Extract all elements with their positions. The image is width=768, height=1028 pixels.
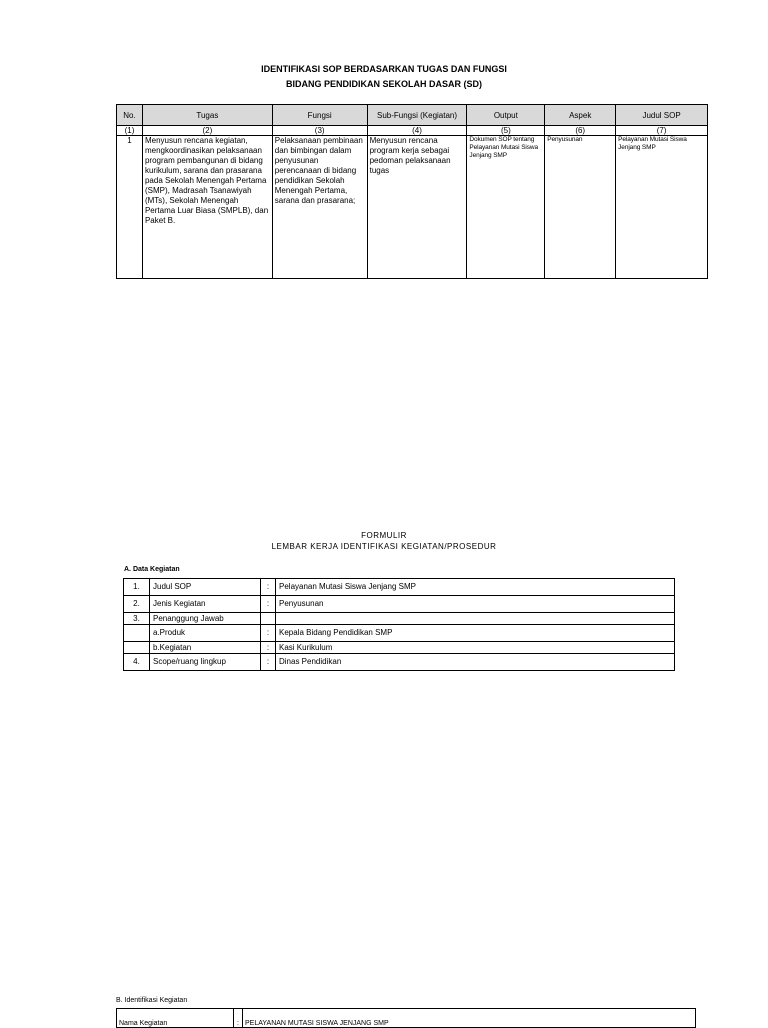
header-tugas: Tugas [142, 105, 272, 126]
table-row [124, 596, 675, 613]
row-label: Scope/ruang lingkup [150, 654, 261, 671]
colon-separator: : [234, 1009, 243, 1028]
row-output: Dokumen SOP tentang Pelayanan Mutasi Siswa Jenjang SMP [467, 136, 545, 279]
header-no: No. [117, 105, 143, 126]
row-number: 4. [124, 654, 150, 671]
col-number: (3) [272, 126, 367, 136]
row-judul-sop: Pelayanan Mutasi Siswa Jenjang SMP [616, 136, 708, 279]
col-number: (2) [142, 126, 272, 136]
row-value: Dinas Pendidikan [276, 654, 675, 671]
form-title: FORMULIR [361, 531, 407, 540]
row-number: 3. [124, 613, 150, 625]
document-title: IDENTIFIKASI SOP BERDASARKAN TUGAS DAN FUNGSI [261, 64, 507, 74]
header-fungsi: Fungsi [272, 105, 367, 126]
sop-identification-table [116, 104, 708, 279]
document-subtitle: BIDANG PENDIDIKAN SEKOLAH DASAR (SD) [285, 79, 482, 89]
row-value: Kasi Kurikulum [276, 642, 675, 654]
colon-separator: : [261, 642, 276, 654]
header-judul-sop: Judul SOP [616, 105, 708, 126]
column-number-row [117, 126, 708, 136]
col-number: (6) [545, 126, 616, 136]
colon-separator [261, 613, 276, 625]
table-row [124, 579, 675, 596]
header-output: Output [467, 105, 545, 126]
colon-separator: : [261, 579, 276, 596]
row-value: Kepala Bidang Pendidikan SMP [276, 625, 675, 642]
row-label: Judul SOP [150, 579, 261, 596]
row-value: Penyusunan [276, 596, 675, 613]
row-no: 1 [117, 136, 143, 279]
row-tugas: Menyusun rencana kegiatan, mengkoordinasikan pelaksanaan program pembangunan di bidang kurikulum, sarana dan prasarana pada Sekolah Menengah Pertama (SMP), Madrasah Tsanawiyah (MTs), Sekolah Menengah Pertama Luar Biasa (SMPLB), dan Paket B. [142, 136, 272, 279]
form-subtitle: LEMBAR KERJA IDENTIFIKASI KEGIATAN/PROSEDUR [271, 542, 497, 551]
row-number [124, 625, 150, 642]
data-kegiatan-table [123, 578, 675, 671]
row-fungsi: Pelaksanaan pembinaan dan bimbingan dalam penyusunan perencanaan di bidang pendidikan Sekolah Menengah Pertama, sarana dan prasarana; [272, 136, 367, 279]
row-aspek: Penyusunan [545, 136, 616, 279]
table-row [117, 1009, 696, 1028]
header-aspek: Aspek [545, 105, 616, 126]
row-label: Nama Kegiatan [117, 1009, 234, 1028]
row-value: PELAYANAN MUTASI SISWA JENJANG SMP [243, 1009, 696, 1028]
row-value: Pelayanan Mutasi Siswa Jenjang SMP [276, 579, 675, 596]
col-number: (4) [367, 126, 467, 136]
table-row [124, 642, 675, 654]
table-header-row [117, 105, 708, 126]
section-b-title: B. Identifikasi Kegiatan [116, 997, 188, 1004]
row-label: Penanggung Jawab [150, 613, 261, 625]
row-label: Jenis Kegiatan [150, 596, 261, 613]
col-number: (5) [467, 126, 545, 136]
section-a-title: A. Data Kegiatan [124, 566, 180, 573]
row-number: 2. [124, 596, 150, 613]
row-sub-fungsi: Menyusun rencana program kerja sebagai pedoman pelaksanaan tugas [367, 136, 467, 279]
table-row [124, 613, 675, 625]
col-number: (1) [117, 126, 143, 136]
header-sub-fungsi: Sub-Fungsi (Kegiatan) [367, 105, 467, 126]
table-row [124, 625, 675, 642]
row-label: a.Produk [150, 625, 261, 642]
colon-separator: : [261, 625, 276, 642]
table-row [117, 136, 708, 279]
col-number: (7) [616, 126, 708, 136]
row-value [276, 613, 675, 625]
colon-separator: : [261, 596, 276, 613]
row-label: b.Kegiatan [150, 642, 261, 654]
table-row [124, 654, 675, 671]
colon-separator: : [261, 654, 276, 671]
row-number: 1. [124, 579, 150, 596]
identifikasi-kegiatan-table [116, 1008, 696, 1028]
row-number [124, 642, 150, 654]
